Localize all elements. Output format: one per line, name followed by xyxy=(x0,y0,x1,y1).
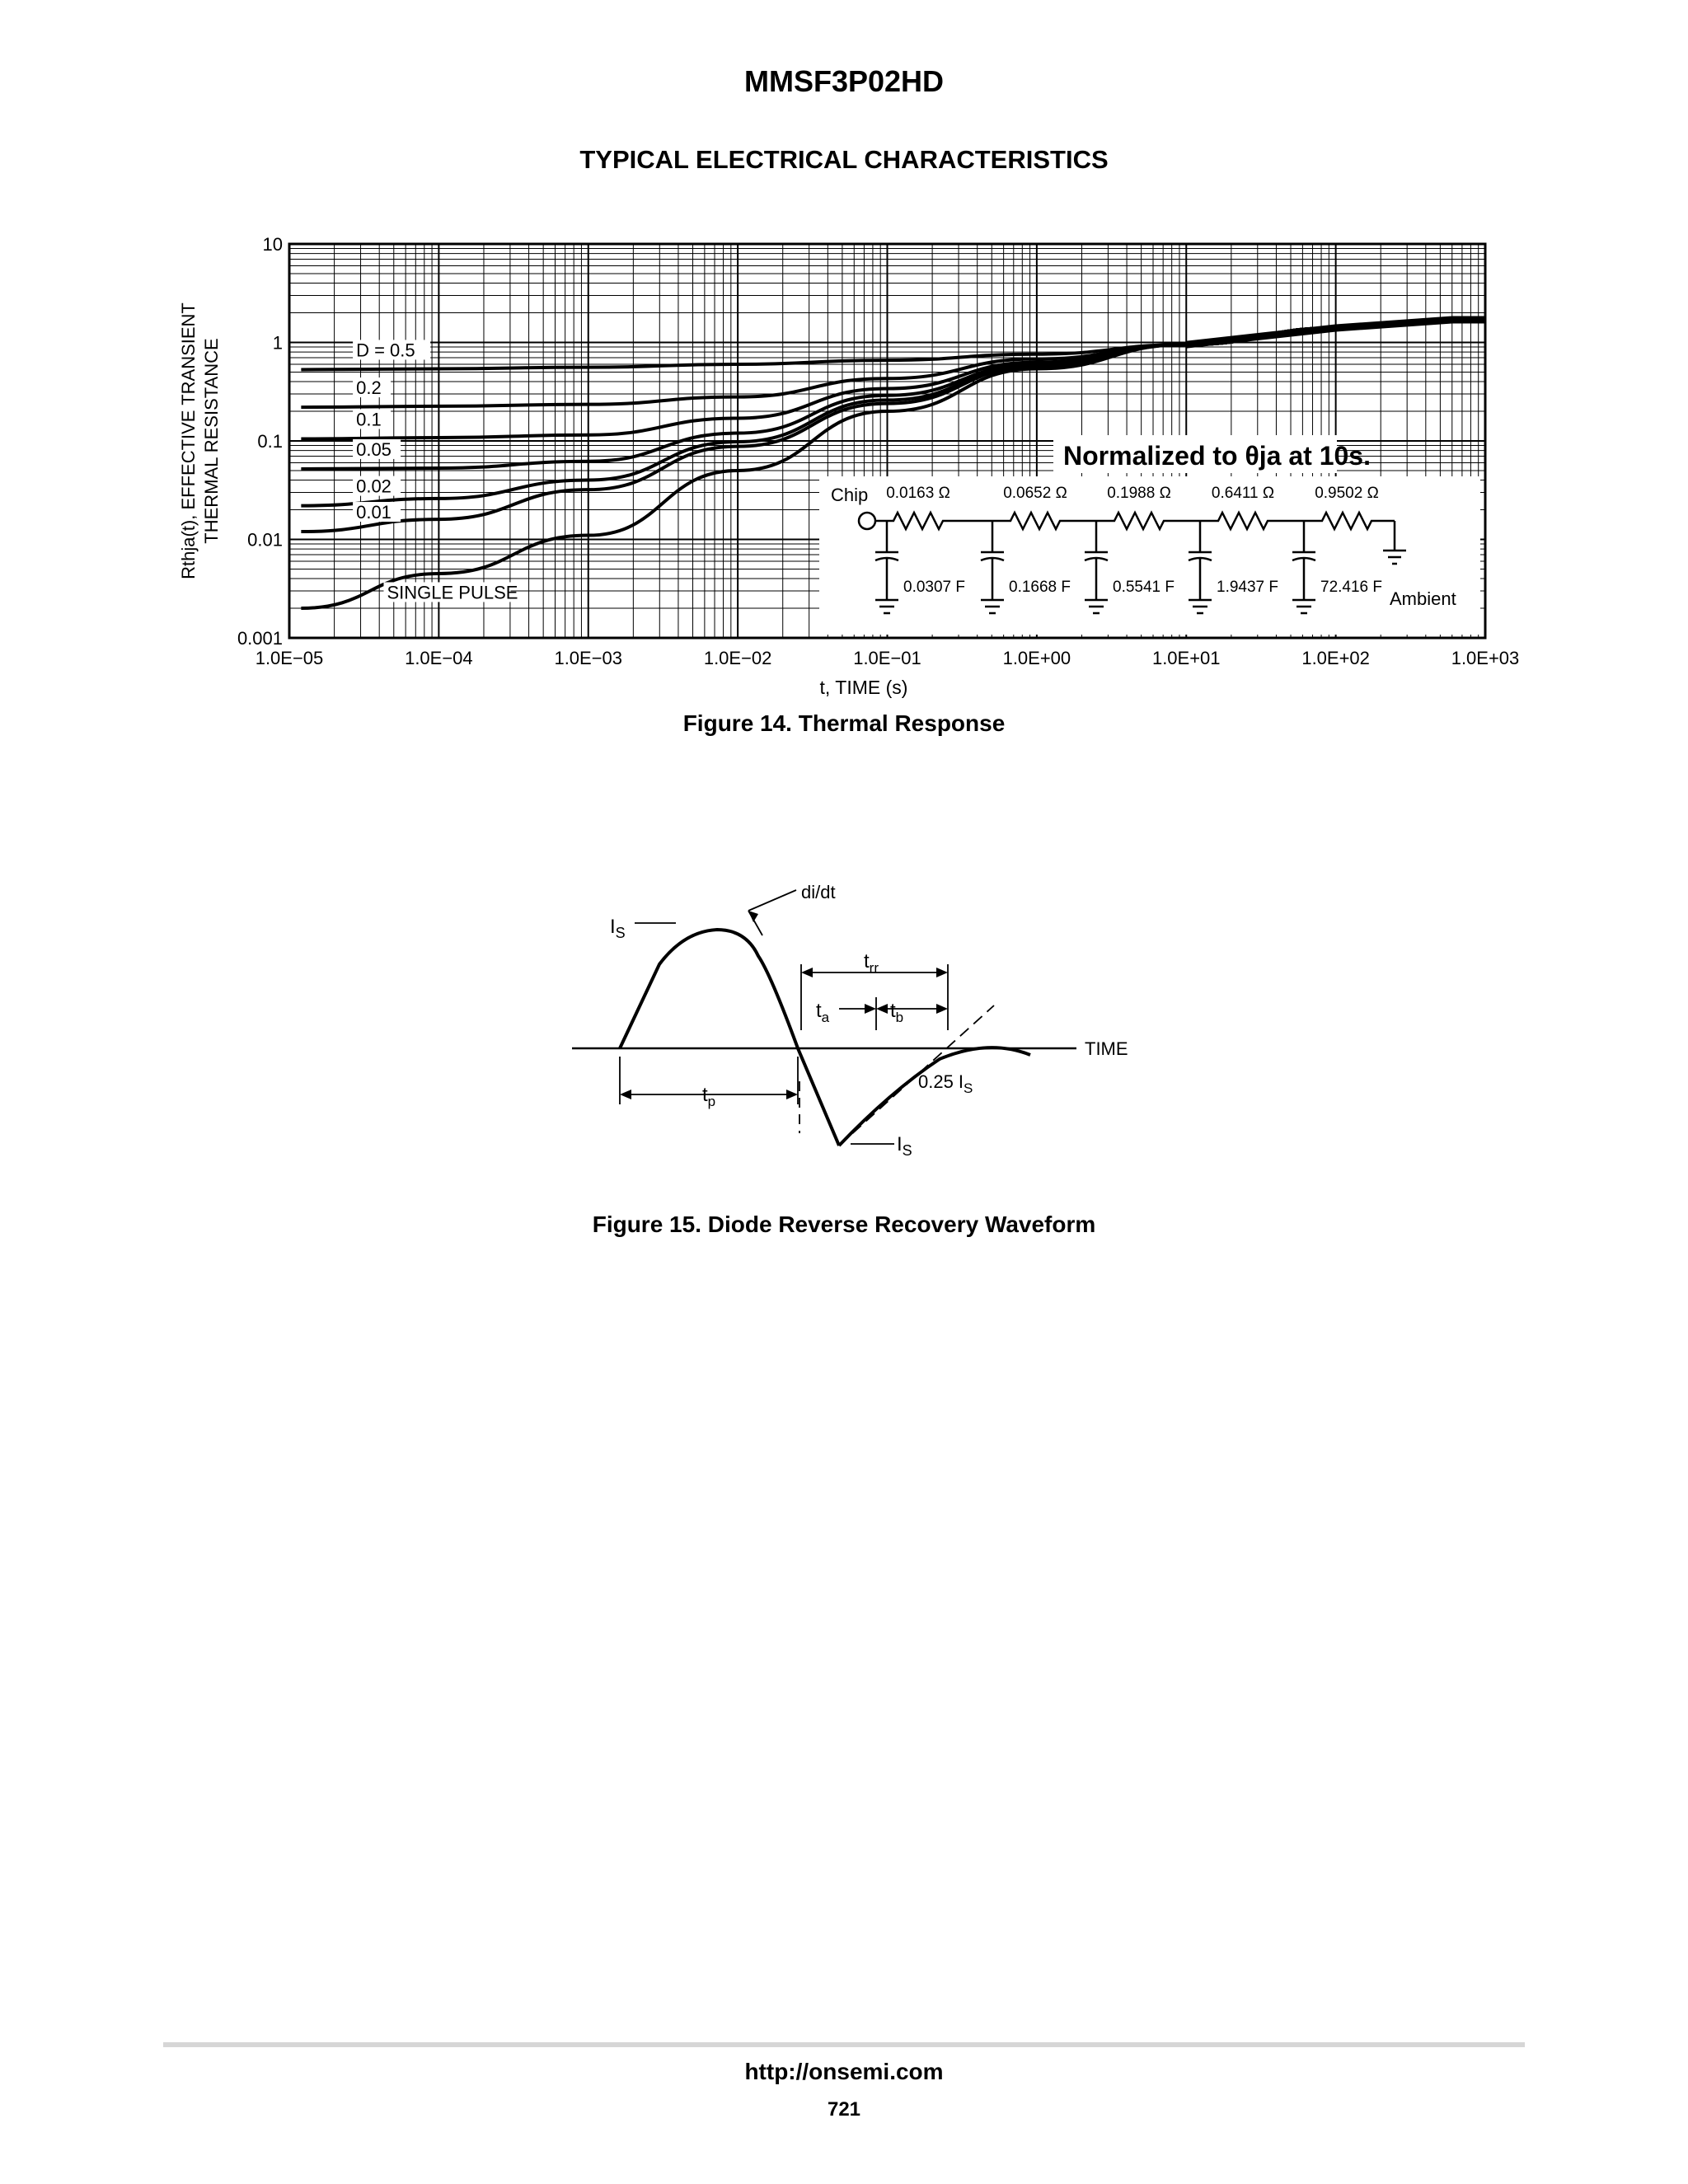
section-title: TYPICAL ELECTRICAL CHARACTERISTICS xyxy=(579,145,1109,174)
x-tick-label: 1.0E+03 xyxy=(1451,648,1520,668)
x-tick-label: 1.0E−02 xyxy=(703,648,772,668)
series-label: D = 0.5 xyxy=(356,340,415,361)
capacitor-label: 0.0307 F xyxy=(903,579,965,596)
resistor-label: 0.0652 Ω xyxy=(1003,485,1067,502)
x-tick-label: 1.0E+02 xyxy=(1301,648,1370,668)
series-label: 0.02 xyxy=(356,476,392,497)
x-tick-label: 1.0E+01 xyxy=(1151,648,1221,668)
y-tick-label: 0.01 xyxy=(247,529,283,551)
x-tick-label: 1.0E+00 xyxy=(1002,648,1071,668)
is-bottom-label: $I_S$ xyxy=(897,1133,912,1159)
resistor-label: 0.0163 Ω xyxy=(886,485,950,502)
didt-label: di/dt xyxy=(801,882,836,902)
resistor-label: 0.9502 Ω xyxy=(1315,485,1379,502)
tp-label: $t_p$ xyxy=(702,1084,716,1109)
trr-label: $t_{rr}$ xyxy=(864,950,879,976)
chip-label: Chip xyxy=(831,485,869,505)
footer-url[interactable]: http://onsemi.com xyxy=(744,2059,944,2084)
y-tick-label: 10 xyxy=(262,234,283,255)
series-label: 0.05 xyxy=(356,438,392,460)
thermal-network xyxy=(819,476,1480,635)
y-tick-labels xyxy=(237,234,283,649)
part-number: MMSF3P02HD xyxy=(743,64,945,98)
y-tick-label: 0.001 xyxy=(237,628,283,649)
figure14-caption: Figure 14. Thermal Response xyxy=(682,710,1006,736)
y-tick-label: 0.1 xyxy=(257,431,283,452)
is-top-label: $I_S$ xyxy=(610,916,626,941)
resistor-label: 0.1988 Ω xyxy=(1107,485,1171,502)
x-tick-label: 1.0E−04 xyxy=(405,648,473,668)
footer-rule xyxy=(163,2042,1525,2047)
x-tick-labels xyxy=(256,648,1520,668)
quarter-is-label: 0.25 $I_S$ xyxy=(918,1071,973,1096)
ambient-label: Ambient xyxy=(1390,588,1456,609)
series-label: 0.2 xyxy=(356,377,382,399)
series-label: 0.01 xyxy=(356,502,392,523)
y-axis-label-line2: THERMAL RESISTANCE xyxy=(201,338,222,544)
series-line xyxy=(301,320,1485,369)
series-label: SINGLE PULSE xyxy=(387,582,518,603)
ta-label: $t_a$ xyxy=(816,1000,830,1025)
x-axis-label: t, TIME (s) xyxy=(819,677,908,698)
current-waveform xyxy=(620,930,839,1146)
time-label: TIME xyxy=(1085,1038,1128,1059)
tb-label: $t_b$ xyxy=(890,1000,904,1025)
x-tick-label: 1.0E−03 xyxy=(554,648,623,668)
series-label: 0.1 xyxy=(356,409,382,430)
capacitor-label: 1.9437 F xyxy=(1217,579,1278,596)
capacitor-label: 0.5541 F xyxy=(1113,579,1175,596)
didt-leader xyxy=(748,890,796,911)
capacitor-label: 72.416 F xyxy=(1320,579,1382,596)
normalized-note: Normalized to θja at 10s. xyxy=(1063,441,1371,471)
recovery-curve xyxy=(839,1047,1030,1146)
x-tick-label: 1.0E−05 xyxy=(255,648,324,668)
page-number: 721 xyxy=(827,2098,861,2121)
thermal-response-chart xyxy=(0,0,1688,742)
y-tick-label: 1 xyxy=(272,332,283,354)
x-tick-label: 1.0E−01 xyxy=(853,648,921,668)
resistor-label: 0.6411 Ω xyxy=(1211,485,1275,502)
y-axis-label-line1: Rthja(t), EFFECTIVE TRANSIENT xyxy=(178,302,199,579)
reverse-recovery-waveform xyxy=(0,865,1688,1195)
capacitor-label: 0.1668 F xyxy=(1009,579,1071,596)
figure15-caption: Figure 15. Diode Reverse Recovery Waveform xyxy=(592,1212,1096,1237)
